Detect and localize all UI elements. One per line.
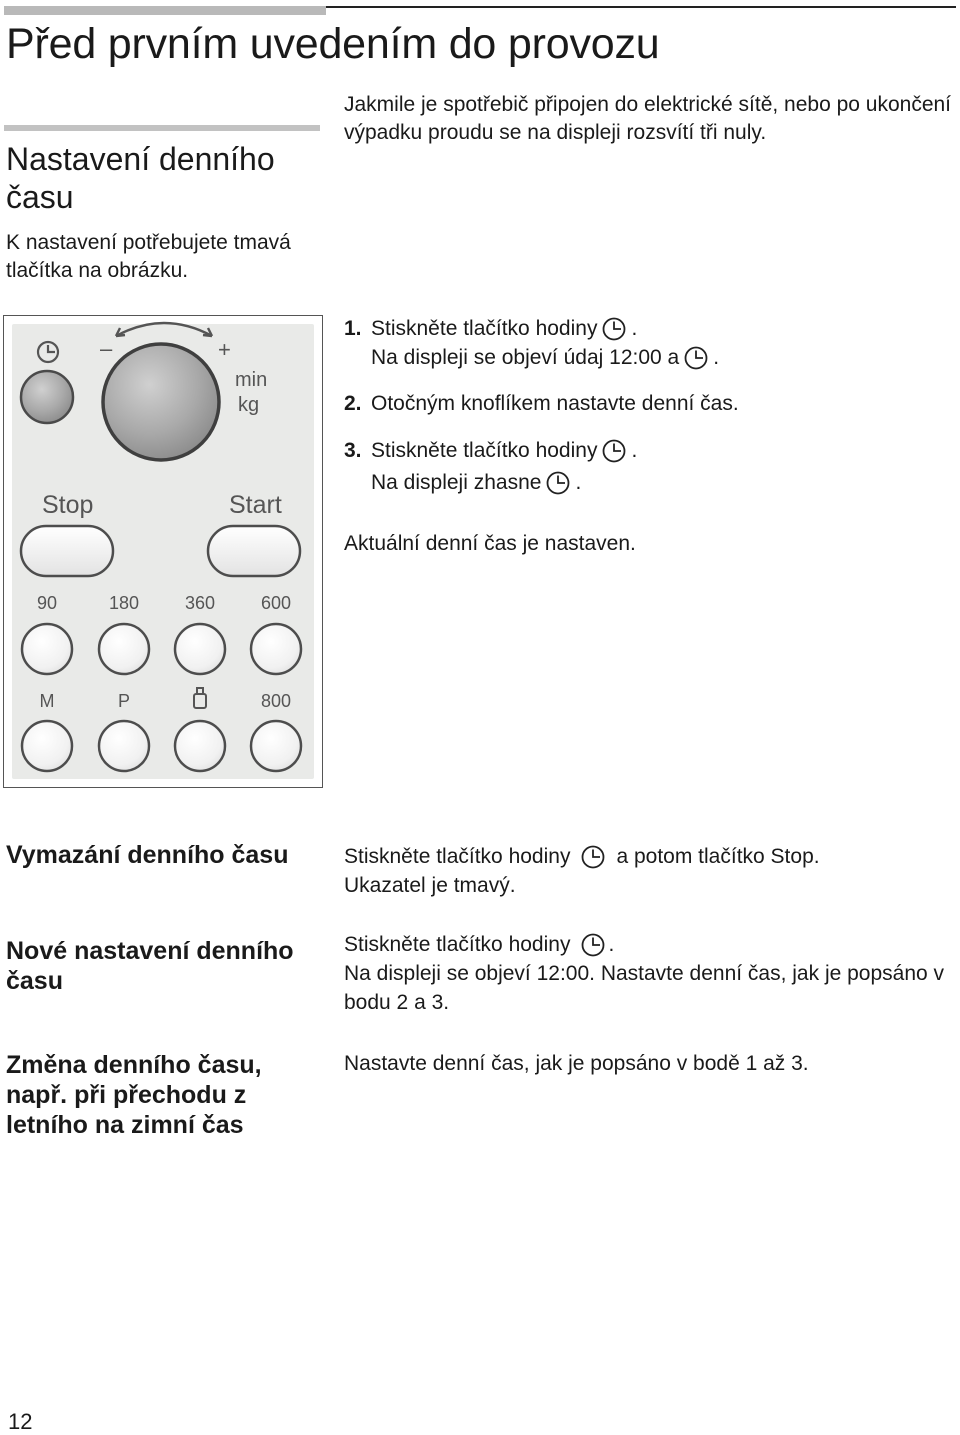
step-text: Otočným knoflíkem nastavte denní čas. bbox=[371, 392, 739, 415]
step-3-line-1: 3. Stiskněte tlačítko hodiny . bbox=[344, 437, 637, 465]
step-3-line-2: Na displeji zhasne . bbox=[344, 469, 581, 497]
section-text-new: Stiskněte tlačítko hodiny . Na displeji se objeví 12:00. Nastavte denní čas, jak je popsáno v bodu 2 a 3. bbox=[344, 933, 945, 1014]
power-90-label: 90 bbox=[36, 593, 58, 613]
clock-icon bbox=[580, 844, 606, 870]
page-title: Před prvním uvedením do provozu bbox=[6, 20, 660, 68]
start-button[interactable] bbox=[208, 526, 300, 576]
step-text: Na displeji zhasne bbox=[371, 471, 542, 494]
stop-label: Stop bbox=[42, 491, 94, 519]
program-label: P bbox=[117, 691, 131, 711]
memory-label: M bbox=[39, 691, 55, 711]
section-bar bbox=[4, 125, 320, 131]
page-number: 12 bbox=[8, 1409, 33, 1434]
step-1-line-2: Na displeji se objeví údaj 12:00 a . bbox=[344, 344, 719, 372]
clock-button[interactable] bbox=[21, 371, 73, 423]
result-text: Aktuální denní čas je nastaven. bbox=[344, 532, 636, 555]
step-text: Na displeji se objeví údaj 12:00 a bbox=[371, 346, 680, 369]
power-360-label: 360 bbox=[184, 593, 216, 613]
power-180-button[interactable] bbox=[99, 624, 149, 674]
intro-paragraph: Jakmile je spotřebič připojen do elektrické sítě, nebo po ukončení výpadku proudu se na displeji rozsvítí tři nuly. bbox=[344, 93, 952, 144]
section-title: Nastavení denního času bbox=[6, 141, 275, 215]
power-360-button[interactable] bbox=[175, 624, 225, 674]
clock-icon bbox=[580, 932, 606, 958]
start-label: Start bbox=[229, 491, 282, 519]
section-label-clear: Vymazání denního času bbox=[6, 841, 289, 869]
power-180-label: 180 bbox=[108, 593, 140, 613]
clock-icon bbox=[601, 316, 627, 342]
defrost-button[interactable] bbox=[175, 721, 225, 771]
minus-label: – bbox=[100, 336, 113, 361]
step-1-line-1: 1. Stiskněte tlačítko hodiny . bbox=[344, 315, 637, 343]
power-800-label: 800 bbox=[260, 691, 292, 711]
stop-button[interactable] bbox=[21, 526, 113, 576]
clock-icon bbox=[683, 345, 709, 371]
bottle-icon bbox=[194, 688, 206, 708]
step-2 bbox=[344, 390, 739, 418]
power-600-label: 600 bbox=[260, 593, 292, 613]
step-number: 3. bbox=[344, 439, 362, 462]
step-number: 2. bbox=[344, 392, 362, 415]
unit-min-label: min bbox=[235, 369, 268, 391]
section-label-new: Nové nastavení denního času bbox=[6, 937, 294, 995]
panel-drawing bbox=[4, 316, 324, 789]
section-label-change: Změna denního času, např. při přechodu z letního na zimní čas bbox=[6, 1051, 262, 1139]
panel-clock-icon bbox=[38, 342, 58, 362]
section-text-change: Nastavte denní čas, jak je popsáno v bodě 1 až 3. bbox=[344, 1052, 809, 1075]
power-90-button[interactable] bbox=[22, 624, 72, 674]
side-note: K nastavení potřebujete tmavá tlačítka na obrázku. bbox=[6, 231, 291, 282]
program-button[interactable] bbox=[99, 721, 149, 771]
header-bar bbox=[4, 6, 326, 15]
power-600-button[interactable] bbox=[251, 624, 301, 674]
section-text-clear: Stiskněte tlačítko hodiny a potom tlačítko Stop. Ukazatel je tmavý. bbox=[344, 845, 820, 897]
unit-kg-label: kg bbox=[238, 394, 260, 416]
clock-icon bbox=[545, 470, 571, 496]
clock-icon bbox=[601, 438, 627, 464]
step-text: Stiskněte tlačítko hodiny bbox=[371, 317, 598, 340]
memory-button[interactable] bbox=[22, 721, 72, 771]
control-panel-illustration bbox=[3, 315, 323, 788]
rotary-knob[interactable] bbox=[103, 344, 219, 460]
header-rule bbox=[326, 6, 956, 8]
step-number: 1. bbox=[344, 317, 362, 340]
step-text: Stiskněte tlačítko hodiny bbox=[371, 439, 598, 462]
power-800-button[interactable] bbox=[251, 721, 301, 771]
rotation-arc bbox=[116, 323, 212, 336]
plus-label: + bbox=[218, 337, 231, 362]
